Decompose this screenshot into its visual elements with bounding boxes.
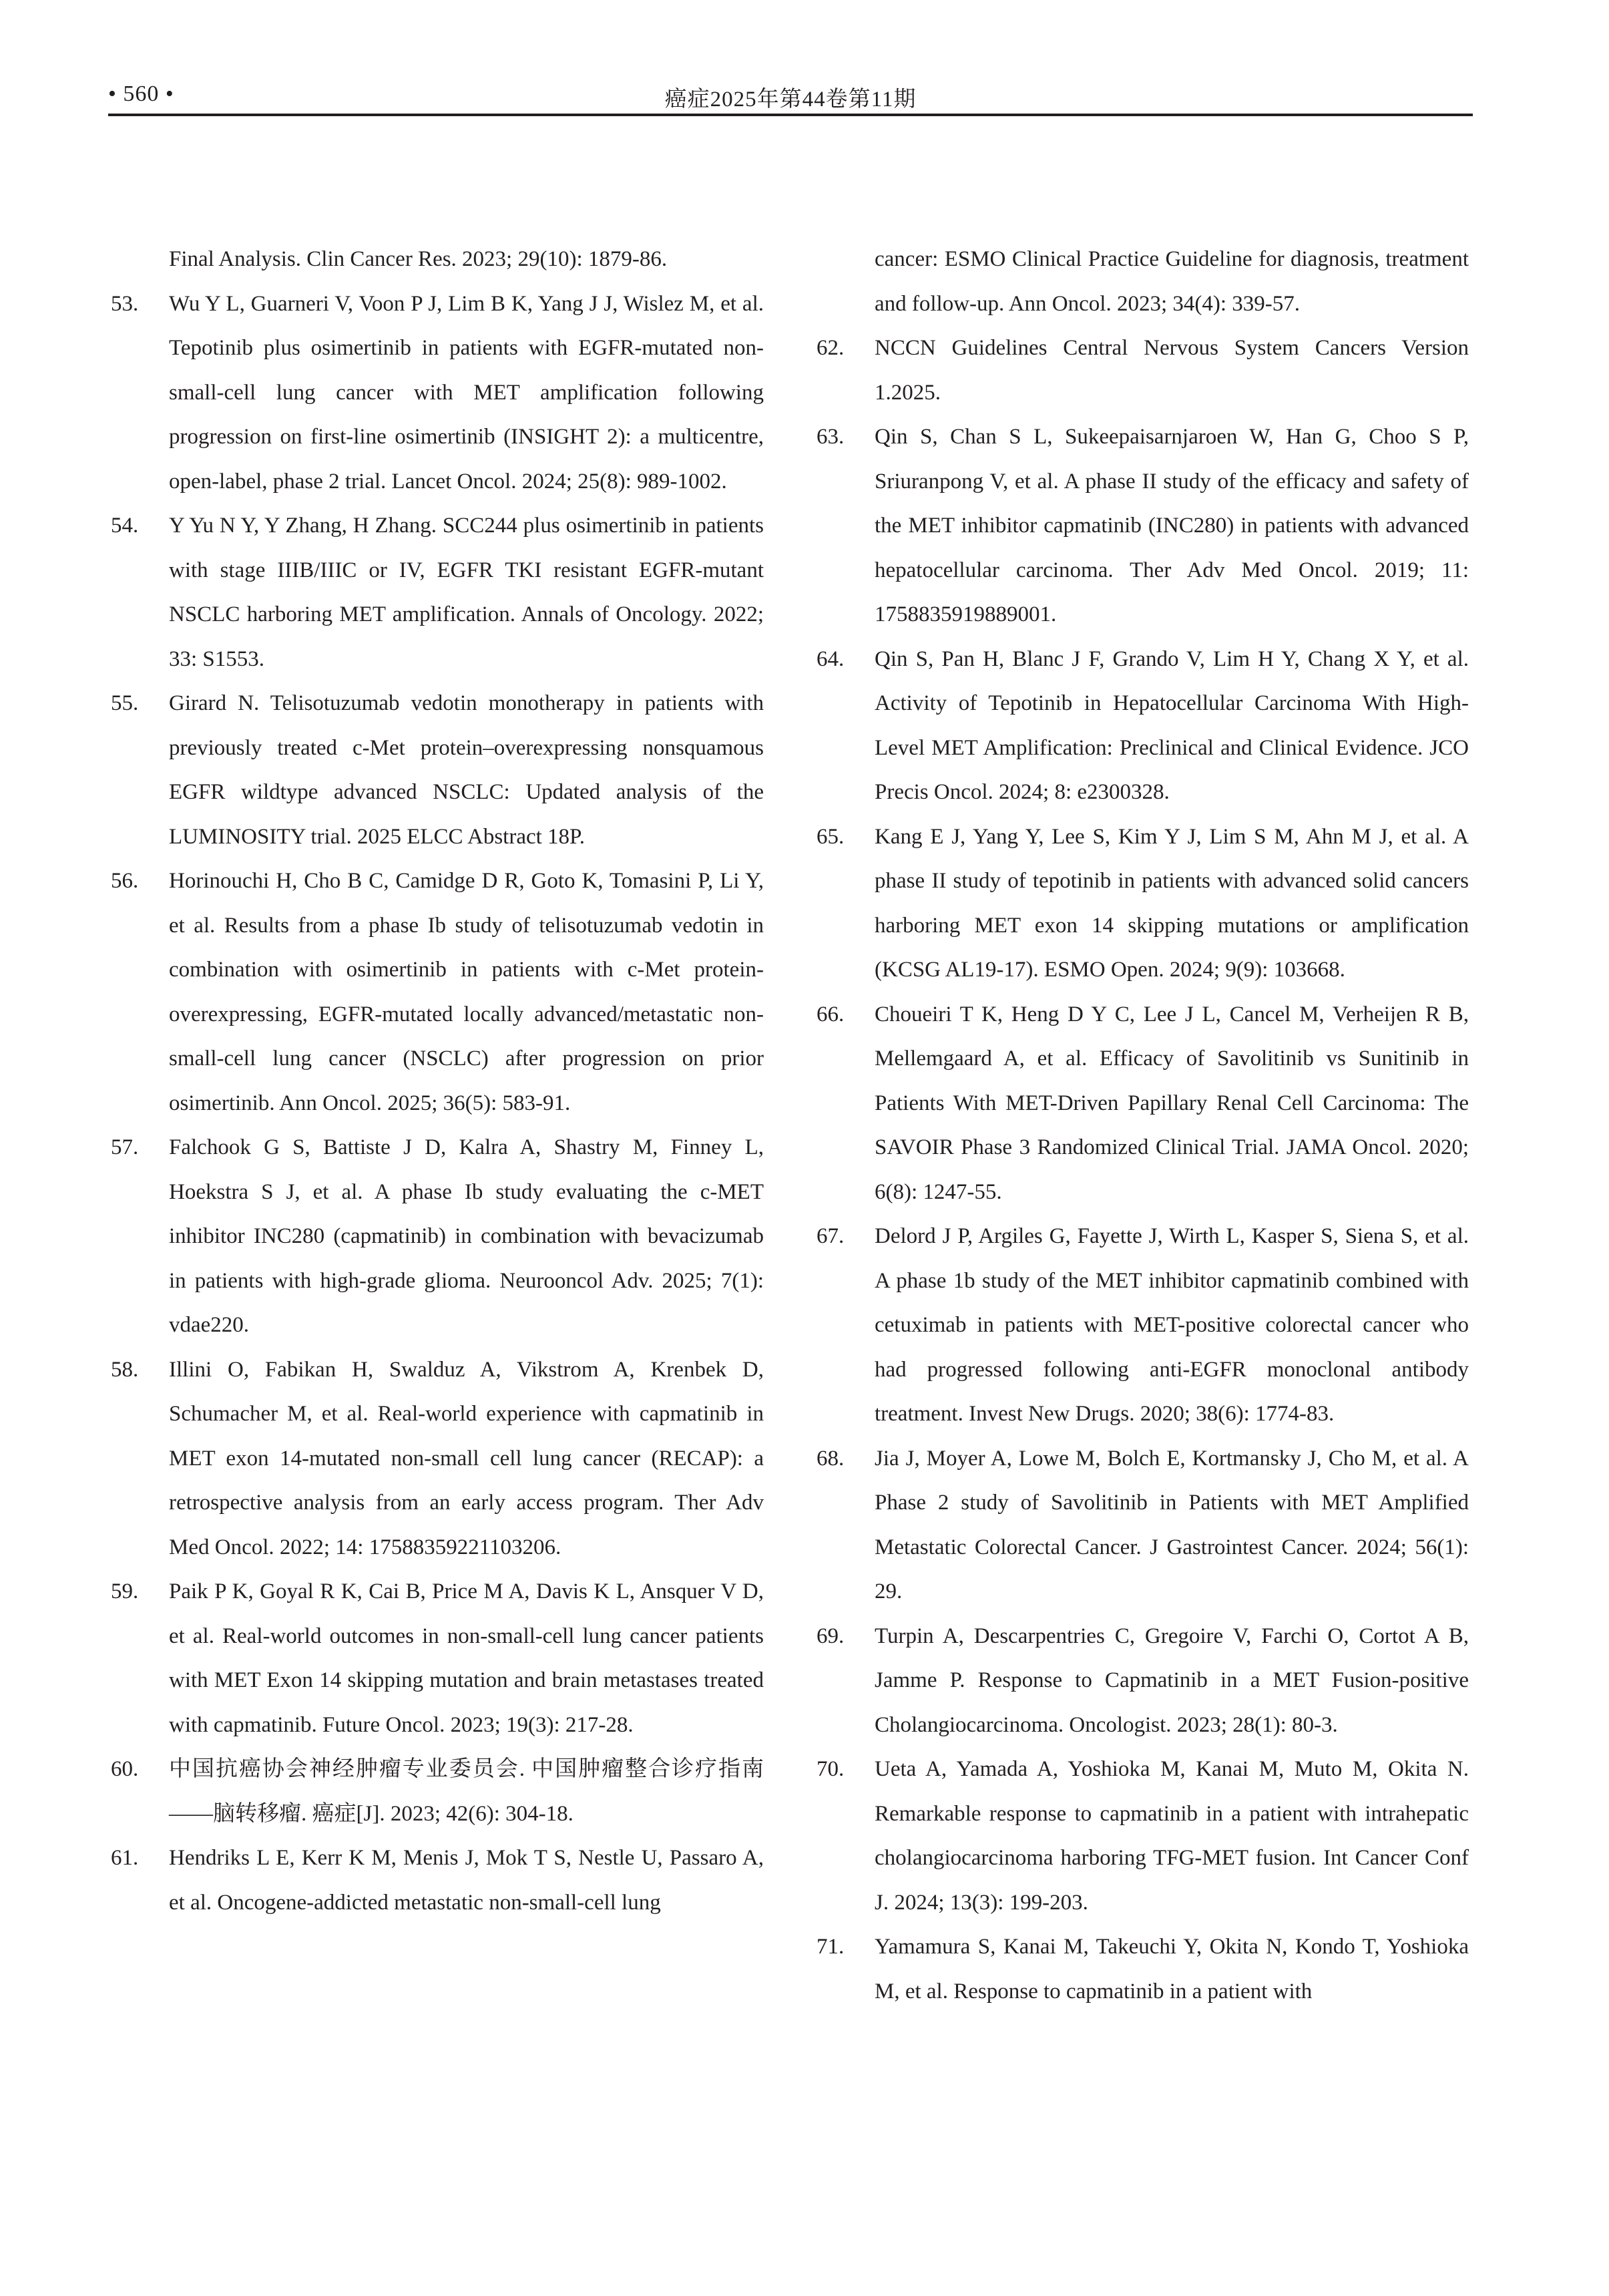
reference-item [111, 1125, 764, 1348]
reference-number: 54. [111, 514, 139, 538]
reference-number: 57. [111, 1135, 139, 1159]
reference-text: Turpin A, Descarpentries C, Gregoire V, Farchi O, Cortot A B, Jamme P. Response to Capmatinib in a MET Fusion-positive Cholangiocarcinoma. Oncologist. 2023; 28(1): 80-3. [875, 1623, 1469, 1737]
reference-item [111, 1836, 764, 1925]
reference-item [111, 1747, 764, 1836]
reference-item [817, 815, 1469, 992]
reference-number: 63. [817, 425, 845, 449]
reference-number: 65. [817, 824, 845, 849]
reference-text: Delord J P, Argiles G, Fayette J, Wirth L, Kasper S, Siena S, et al. A phase 1b study of the MET inhibitor capmatinib combined with cetuximab in patients with MET-positive colorectal cancer who had progressed following anti-EGFR monoclonal antibody treatment. Invest New Drugs. 2020; 38(6): 1774-83. [875, 1224, 1469, 1426]
reference-number: 55. [111, 691, 139, 715]
reference-column-right [817, 237, 1469, 2014]
reference-item [111, 282, 764, 504]
reference-text: Qin S, Chan S L, Sukeepaisarnjaroen W, Han G, Choo S P, Sriuranpong V, et al. A phase II study of the efficacy and safety of the MET inhibitor capmatinib (INC280) in patients with advanced hepatocellular carcinoma. Ther Adv Med Oncol. 2019; 11: 1758835919889001. [875, 425, 1469, 626]
reference-item [817, 992, 1469, 1215]
reference-text: Falchook G S, Battiste J D, Kalra A, Shastry M, Finney L, Hoekstra S J, et al. A phase Ib study evaluating the c-MET inhibitor INC280 (capmatinib) in combination with bevacizumab in patients with high-grade glioma. Neurooncol Adv. 2025; 7(1): vdae220. [169, 1135, 764, 1337]
reference-number: 62. [817, 336, 845, 360]
reference-item [111, 859, 764, 1125]
reference-text: Illini O, Fabikan H, Swalduz A, Vikstrom A, Krenbek D, Schumacher M, et al. Real-world experience with capmatinib in MET exon 14-mutated non-small cell lung cancer (RECAP): a retrospective analysis from an early access program. Ther Adv Med Oncol. 2022; 14: 17588359221103206. [169, 1357, 764, 1559]
reference-item [817, 326, 1469, 415]
reference-text: Final Analysis. Clin Cancer Res. 2023; 29(10): 1879-86. [169, 247, 668, 271]
reference-item [111, 681, 764, 859]
reference-number: 60. [111, 1757, 139, 1781]
header-rule [108, 114, 1473, 116]
reference-text: Yamamura S, Kanai M, Takeuchi Y, Okita N, Kondo T, Yoshioka M, et al. Response to capmatinib in a patient with [875, 1935, 1469, 2003]
reference-item [817, 637, 1469, 815]
page-number: • 560 • [108, 81, 174, 106]
reference-text: Hendriks L E, Kerr K M, Menis J, Mok T S, Nestle U, Passaro A, et al. Oncogene-addicted metastatic non-small-cell lung [169, 1846, 764, 1915]
reference-number: 61. [111, 1846, 139, 1870]
reference-number: 64. [817, 646, 845, 671]
reference-text: NCCN Guidelines Central Nervous System Cancers Version 1.2025. [875, 336, 1469, 405]
reference-item [111, 504, 764, 681]
reference-number: 71. [817, 1935, 845, 1959]
reference-number: 68. [817, 1446, 845, 1471]
running-header [108, 79, 1473, 116]
journal-issue-title: 癌症2025年第44卷第11期 [664, 87, 917, 112]
reference-item [817, 1437, 1469, 1614]
reference-text: Choueiri T K, Heng D Y C, Lee J L, Cancel M, Verheijen R B, Mellemgaard A, et al. Efficacy of Savolitinib vs Sunitinib in Patients With MET-Driven Papillary Renal Cell Carcinoma: The SAVOIR Phase 3 Randomized Clinical Trial. JAMA Oncol. 2020; 6(8): 1247-55. [875, 1002, 1469, 1204]
reference-number: 58. [111, 1357, 139, 1382]
reference-number: 66. [817, 1002, 845, 1026]
reference-text: Girard N. Telisotuzumab vedotin monotherapy in patients with previously treated c-Met protein–overexpressing nonsquamous EGFR wildtype advanced NSCLC: Updated analysis of the LUMINOSITY trial. 2025 ELCC Abstract 18P. [169, 691, 764, 849]
reference-item [817, 1214, 1469, 1437]
reference-number: 70. [817, 1757, 845, 1781]
reference-text: Paik P K, Goyal R K, Cai B, Price M A, Davis K L, Ansquer V D, et al. Real-world outcomes in non-small-cell lung cancer patients with MET Exon 14 skipping mutation and brain metastases treated with capmatinib. Future Oncol. 2023; 19(3): 217-28. [169, 1579, 764, 1737]
reference-number: 69. [817, 1623, 845, 1648]
reference-number: 67. [817, 1224, 845, 1248]
reference-text: Jia J, Moyer A, Lowe M, Bolch E, Kortmansky J, Cho M, et al. A Phase 2 study of Savolitinib in Patients with MET Amplified Metastatic Colorectal Cancer. J Gastrointest Cancer. 2024; 56(1): 29. [875, 1446, 1469, 1603]
reference-item [111, 1348, 764, 1570]
reference-item [817, 415, 1469, 637]
reference-text: Horinouchi H, Cho B C, Camidge D R, Goto K, Tomasini P, Li Y, et al. Results from a phase Ib study of telisotuzumab vedotin in combination with osimertinib in patients with c-Met protein-overexpressing, EGFR-mutated locally advanced/metastatic non-small-cell lung cancer (NSCLC) after progression on prior osimertinib. Ann Oncol. 2025; 36(5): 583-91. [169, 869, 764, 1115]
reference-text: Qin S, Pan H, Blanc J F, Grando V, Lim H Y, Chang X Y, et al. Activity of Tepotinib in Hepatocellular Carcinoma With High-Level MET Amplification: Preclinical and Clinical Evidence. JCO Precis Oncol. 2024; 8: e2300328. [875, 646, 1469, 804]
reference-text: Kang E J, Yang Y, Lee S, Kim Y J, Lim S M, Ahn M J, et al. A phase II study of tepotinib in patients with advanced solid cancers harboring MET exon 14 skipping mutations or amplification (KCSG AL19-17). ESMO Open. 2024; 9(9): 103668. [875, 824, 1469, 982]
reference-item [817, 1614, 1469, 1748]
reference-text: 中国抗癌协会神经肿瘤专业委员会. 中国肿瘤整合诊疗指南——脑转移瘤. 癌症[J]. 2023; 42(6): 304-18. [169, 1757, 764, 1826]
reference-text: cancer: ESMO Clinical Practice Guideline for diagnosis, treatment and follow-up. Ann Oncol. 2023; 34(4): 339-57. [875, 247, 1469, 316]
reference-continuation [817, 237, 1469, 326]
reference-item [817, 1925, 1469, 2014]
reference-text: Y Yu N Y, Y Zhang, H Zhang. SCC244 plus osimertinib in patients with stage IIIB/IIIC or IV, EGFR TKI resistant EGFR-mutant NSCLC harboring MET amplification. Annals of Oncology. 2022; 33: S1553. [169, 514, 764, 671]
reference-number: 53. [111, 291, 139, 316]
reference-text: Wu Y L, Guarneri V, Voon P J, Lim B K, Yang J J, Wislez M, et al. Tepotinib plus osimertinib in patients with EGFR-mutated non-small-cell lung cancer with MET amplification following progression on first-line osimertinib (INSIGHT 2): a multicentre, open-label, phase 2 trial. Lancet Oncol. 2024; 25(8): 989-1002. [169, 291, 764, 494]
reference-continuation [111, 237, 764, 282]
reference-number: 59. [111, 1579, 139, 1603]
reference-item [817, 1747, 1469, 1925]
reference-column-left [111, 237, 764, 1925]
reference-text: Ueta A, Yamada A, Yoshioka M, Kanai M, Muto M, Okita N. Remarkable response to capmatinib in a patient with intrahepatic cholangiocarcinoma harboring TFG-MET fusion. Int Cancer Conf J. 2024; 13(3): 199-203. [875, 1757, 1469, 1915]
reference-number: 56. [111, 869, 139, 893]
reference-item [111, 1569, 764, 1747]
